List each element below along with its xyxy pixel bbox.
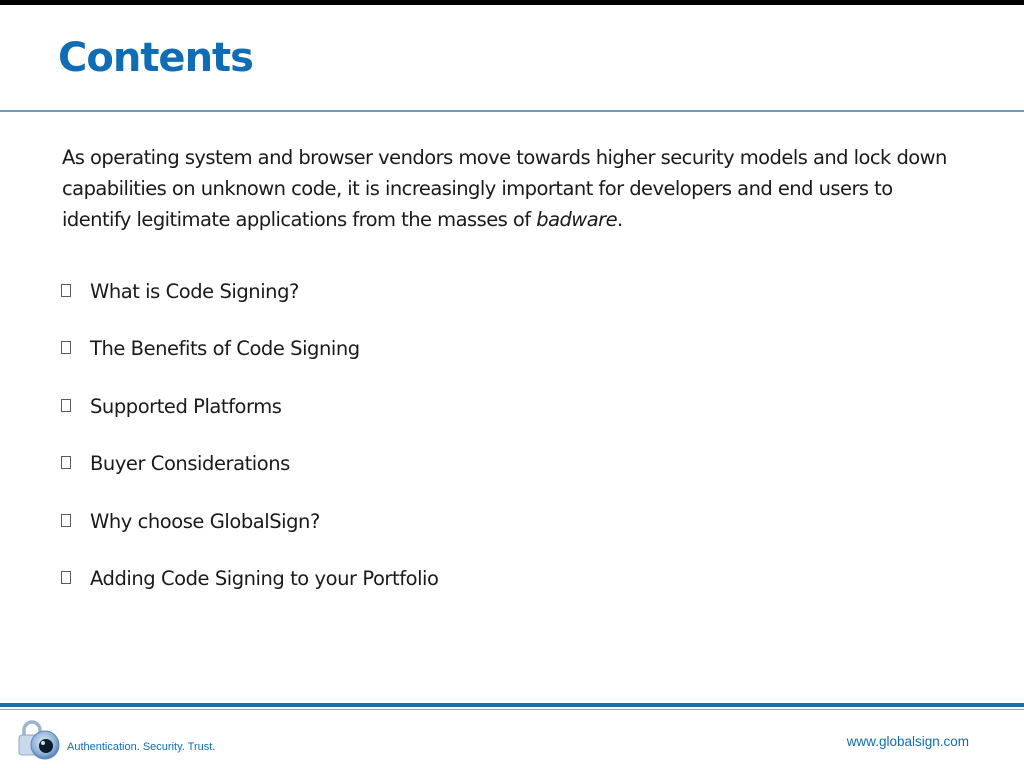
footer-divider <box>0 703 1024 707</box>
list-item <box>58 448 439 505</box>
slide-title: Contents <box>58 35 253 81</box>
list-item <box>58 563 439 620</box>
footer-website-link[interactable]: www.globalsign.com <box>846 734 969 749</box>
padlock-eye-icon <box>8 716 64 764</box>
intro-trailing: . <box>617 208 623 231</box>
list-item <box>58 333 439 390</box>
bullet-box-icon <box>61 341 71 354</box>
list-item <box>58 276 439 333</box>
bullet-box-icon <box>61 514 71 527</box>
top-bar <box>0 0 1024 5</box>
list-item-label: Supported Platforms <box>90 394 282 418</box>
list-item-label: The Benefits of Code Signing <box>90 337 360 361</box>
footer-divider-thin <box>0 709 1024 710</box>
bullet-box-icon <box>61 284 71 297</box>
title-divider <box>0 110 1024 112</box>
bullet-box-icon <box>61 571 71 584</box>
intro-text: As operating system and browser vendors move towards higher security models and lock down capabilities on unknown code, it is increasingly important for developers and end users to identify legitimate applications from the masses of <box>62 146 947 231</box>
list-item-label: Buyer Considerations <box>90 452 290 476</box>
footer-tagline: Authentication. Security. Trust. <box>67 741 216 753</box>
list-item-label: Adding Code Signing to your Portfolio <box>90 566 439 590</box>
intro-paragraph <box>62 142 962 235</box>
list-item <box>58 391 439 448</box>
list-item-label: Why choose GlobalSign? <box>90 509 320 533</box>
intro-emphasis: badware <box>536 208 618 231</box>
contents-list <box>58 276 439 620</box>
list-item-label: What is Code Signing? <box>90 280 299 303</box>
bullet-box-icon <box>61 399 71 412</box>
list-item <box>58 506 439 563</box>
bullet-box-icon <box>61 456 71 469</box>
